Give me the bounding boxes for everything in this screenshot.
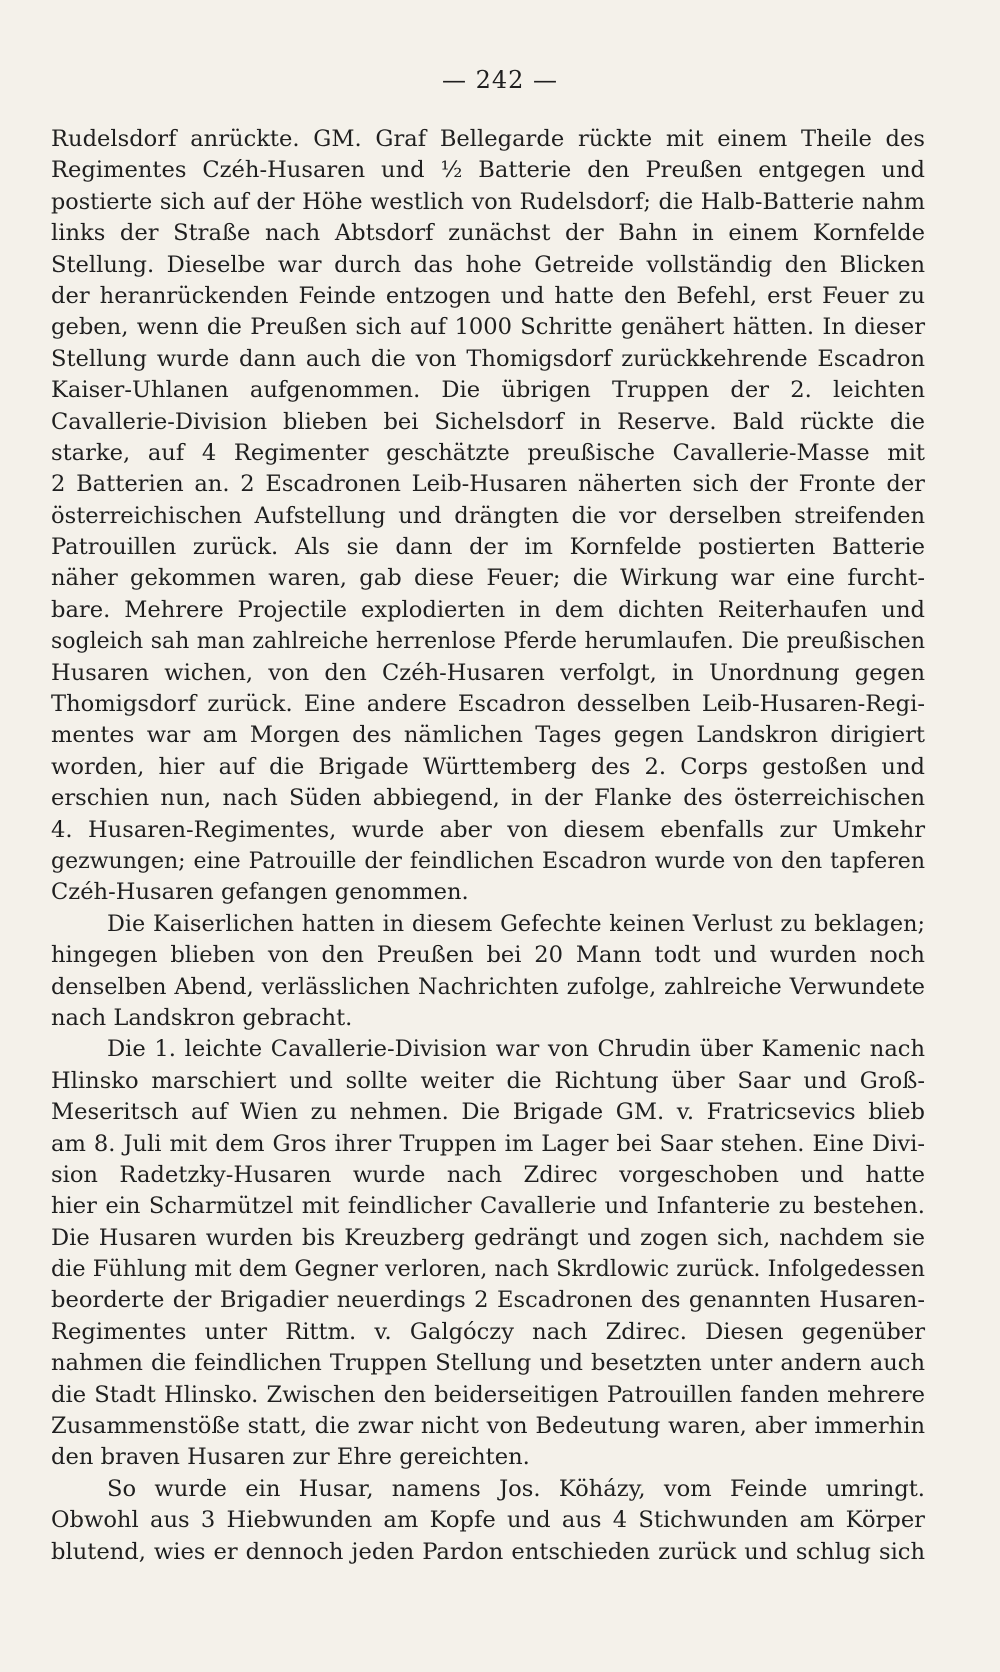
text-line: Obwohl aus 3 Hiebwunden am Kopfe und aus 4 Stichwunden am Körper xyxy=(51,1507,925,1534)
text-line: gezwungen; eine Patrouille der feindlichen Escadron wurde von den tapferen xyxy=(51,848,925,874)
text-line: nach Landskron gebracht. xyxy=(51,1004,353,1031)
text-line: Hlinsko marschiert und sollte weiter die Richtung über Saar und Groß- xyxy=(51,1067,925,1094)
paragraph xyxy=(51,1474,925,1568)
text-line: die Fühlung mit dem Gegner verloren, nach Skrdlowic zurück. Infolgedessen xyxy=(51,1256,925,1283)
text-line: Cavallerie-Division blieben bei Sichelsdorf in Reserve. Bald rückte die xyxy=(51,408,925,435)
text-line: Czéh-Husaren gefangen genommen. xyxy=(51,879,469,906)
page-number: — 242 — xyxy=(441,66,559,94)
text-line: links der Straße nach Abtsdorf zunächst der Bahn in einem Kornfelde xyxy=(51,220,925,247)
paragraph xyxy=(51,1034,925,1473)
text-line: nahmen die feindlichen Truppen Stellung und besetzten unter andern auch xyxy=(51,1350,925,1377)
paragraph xyxy=(51,124,925,909)
text-line: Patrouillen zurück. Als sie dann der im Kornfelde postierten Batterie xyxy=(51,534,925,561)
text-line: bare. Mehrere Projectile explodierten in dem dichten Reiterhaufen und xyxy=(51,596,925,623)
text-line: So wurde ein Husar, namens Jos. Köházy, vom Feinde umringt. xyxy=(107,1475,925,1502)
text-line: worden, hier auf die Brigade Württemberg des 2. Corps gestoßen und xyxy=(51,753,925,780)
text-line: sion Radetzky-Husaren wurde nach Zdirec vorgeschoben und hatte xyxy=(51,1161,925,1188)
text-line: Die 1. leichte Cavallerie-Division war von Chrudin über Kamenic nach xyxy=(107,1036,925,1063)
text-line: erschien nun, nach Süden abbiegend, in der Flanke des österreichischen xyxy=(51,785,925,812)
text-line: Husaren wichen, von den Czéh-Husaren verfolgt, in Unordnung gegen xyxy=(51,659,925,686)
text-line: Regimentes Czéh-Husaren und ½ Batterie den Preußen entgegen und xyxy=(51,157,925,184)
body-text xyxy=(51,124,925,1568)
text-line: postierte sich auf der Höhe westlich von Rudelsdorf; die Halb-Batterie nahm xyxy=(51,188,925,215)
text-line: Die Kaiserlichen hatten in diesem Gefechte keinen Verlust zu beklagen; xyxy=(107,910,925,937)
text-line: mentes war am Morgen des nämlichen Tages gegen Landskron dirigiert xyxy=(51,722,925,749)
text-line: österreichischen Aufstellung und drängten die vor derselben streifenden xyxy=(51,502,925,529)
text-line: Regimentes unter Rittm. v. Galgóczy nach Zdirec. Diesen gegenüber xyxy=(51,1318,925,1345)
text-line: Rudelsdorf anrückte. GM. Graf Bellegarde rückte mit einem Theile des xyxy=(51,126,925,152)
text-line: Zusammenstöße statt, die zwar nicht von Bedeutung waren, aber immerhin xyxy=(51,1413,925,1440)
text-line: die Stadt Hlinsko. Zwischen den beiderseitigen Patrouillen fanden mehrere xyxy=(51,1381,925,1408)
text-line: hingegen blieben von den Preußen bei 20 Mann todt und wurden noch xyxy=(51,942,925,969)
text-line: näher gekommen waren, gab diese Feuer; die Wirkung war eine furcht- xyxy=(51,565,925,592)
text-line: Thomigsdorf zurück. Eine andere Escadron desselben Leib-Husaren-Regi- xyxy=(51,691,925,718)
text-line: Die Husaren wurden bis Kreuzberg gedrängt und zogen sich, nachdem sie xyxy=(51,1224,925,1251)
text-line: am 8. Juli mit dem Gros ihrer Truppen im Lager bei Saar stehen. Eine Divi- xyxy=(51,1130,925,1157)
text-line: 4. Husaren-Regimentes, wurde aber von diesem ebenfalls zur Umkehr xyxy=(51,816,925,843)
text-line: starke, auf 4 Regimenter geschätzte preußische Cavallerie-Masse mit xyxy=(51,439,925,466)
text-line: Meseritsch auf Wien zu nehmen. Die Brigade GM. v. Fratricsevics blieb xyxy=(51,1099,925,1126)
text-line: geben, wenn die Preußen sich auf 1000 Schritte genähert hätten. In dieser xyxy=(51,314,925,341)
text-line: Kaiser-Uhlanen aufgenommen. Die übrigen Truppen der 2. leichten xyxy=(51,377,925,404)
text-line: Stellung. Dieselbe war durch das hohe Getreide vollständig den Blicken xyxy=(51,251,925,278)
text-line: hier ein Scharmützel mit feindlicher Cavallerie und Infanterie zu bestehen. xyxy=(51,1193,925,1220)
paragraph xyxy=(51,909,925,1035)
text-line: Stellung wurde dann auch die von Thomigsdorf zurückkehrende Escadron xyxy=(51,345,925,372)
text-line: beorderte der Brigadier neuerdings 2 Escadronen des genannten Husaren- xyxy=(51,1287,925,1314)
text-line: den braven Husaren zur Ehre gereichten. xyxy=(51,1444,530,1471)
text-line: sogleich sah man zahlreiche herrenlose Pferde herumlaufen. Die preußischen xyxy=(51,629,925,655)
text-line: der heranrückenden Feinde entzogen und hatte den Befehl, erst Feuer zu xyxy=(51,282,925,309)
text-line: 2 Batterien an. 2 Escadronen Leib-Husaren näherten sich der Fronte der xyxy=(51,471,925,498)
text-line: blutend, wies er dennoch jeden Pardon entschieden zurück und schlug sich xyxy=(51,1538,925,1565)
text-line: denselben Abend, verlässlichen Nachrichten zufolge, zahlreiche Verwundete xyxy=(51,973,925,1000)
